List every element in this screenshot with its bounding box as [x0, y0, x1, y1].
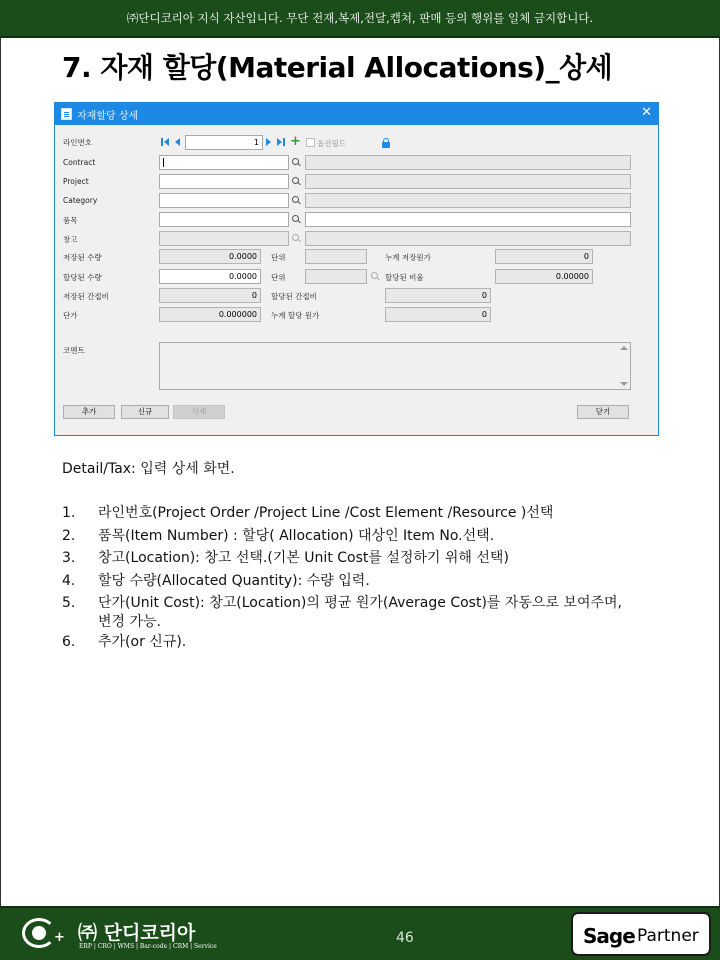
contract-input[interactable] — [159, 155, 289, 170]
project-label: Project — [63, 177, 89, 186]
window-title: 자재할당 상세 — [77, 111, 139, 122]
category-label: Category — [63, 196, 98, 205]
step-text: 할당 수량(Allocated Quantity): 수량 입력. — [98, 572, 370, 589]
project-input[interactable] — [159, 174, 289, 189]
unit-cost-value[interactable]: 0.000000 — [159, 307, 261, 322]
list-item — [62, 502, 692, 525]
comment-textarea[interactable] — [159, 342, 631, 390]
window-titlebar — [55, 103, 658, 125]
category-lookup-icon[interactable] — [291, 195, 301, 206]
material-allocation-detail-window — [54, 102, 659, 436]
optional-fields-checkbox[interactable] — [306, 138, 315, 147]
project-description — [305, 174, 631, 189]
stocked-qty-label: 저장된 수량 — [63, 253, 102, 262]
allocated-qty-label: 할당된 수량 — [63, 273, 102, 282]
item-lookup-icon[interactable] — [291, 214, 301, 225]
step-text: 품목(Item Number) : 할당( Allocation) 대상인 Item No.선택. — [98, 527, 495, 544]
location-input[interactable] — [159, 231, 289, 246]
sage-partner-badge — [571, 912, 711, 956]
project-lookup-icon[interactable] — [291, 176, 301, 187]
step-text-continuation: 변경 가능. — [98, 613, 161, 630]
step-text: 추가(or 신규). — [98, 633, 187, 650]
step-number: 3. — [62, 550, 76, 566]
last-record-icon[interactable] — [277, 137, 286, 147]
optional-fields-label: 옵션필드 — [317, 139, 346, 148]
step-text: 라인번호(Project Order /Project Line /Cost Element /Resource )선택 — [98, 505, 554, 521]
window-body — [55, 125, 658, 435]
company-tagline: ERP | CRO | WMS | Bar-code | CRM | Service — [79, 943, 217, 950]
unit-lookup-icon[interactable] — [370, 271, 380, 282]
step-number: 2. — [62, 527, 76, 544]
step-text: 단가(Unit Cost): 창고(Location)의 평균 원가(Average Cost)를 자동으로 보여주며, — [98, 595, 622, 611]
line-no-input[interactable]: 1 — [185, 135, 263, 150]
location-label: 창고 — [63, 235, 78, 244]
cumulative-allocated-cost-label: 누계 할당 원가 — [271, 311, 320, 320]
location-description — [305, 231, 631, 246]
step-number: 4. — [62, 572, 76, 589]
contract-lookup-icon[interactable] — [291, 157, 301, 168]
add-button[interactable]: 추가 — [63, 405, 115, 419]
add-line-icon[interactable]: + — [290, 134, 301, 149]
slide-title: 7. 자재 할당(Material Allocations)_상세 — [62, 51, 613, 84]
step-text: 창고(Location): 창고 선택.(기본 Unit Cost를 설정하기 위해 선택) — [98, 550, 509, 566]
next-record-icon[interactable] — [264, 137, 273, 147]
category-input[interactable] — [159, 193, 289, 208]
allocated-ratio-value: 0.00000 — [495, 269, 593, 284]
list-item — [62, 631, 692, 654]
first-record-icon[interactable] — [161, 137, 170, 147]
comment-label: 코멘트 — [63, 346, 85, 355]
new-button[interactable]: 신규 — [121, 405, 169, 419]
footer-bar — [0, 906, 720, 960]
close-button[interactable]: 닫기 — [577, 405, 629, 419]
stocked-unit-label: 단위 — [271, 253, 286, 262]
item-label: 품목 — [63, 216, 78, 225]
stocked-overhead-value: 0 — [159, 288, 261, 303]
delete-button[interactable]: 삭제 — [173, 405, 225, 419]
sage-logo: Sage — [583, 924, 635, 948]
list-item — [62, 570, 692, 593]
step-number: 5. — [62, 595, 76, 611]
top-notice-bar — [0, 0, 720, 38]
cumulative-allocated-cost-value: 0 — [385, 307, 491, 322]
previous-record-icon[interactable] — [173, 137, 182, 147]
description-intro: Detail/Tax: 입력 상세 화면. — [62, 461, 235, 477]
scroll-down-icon[interactable] — [620, 382, 628, 386]
list-item — [62, 592, 692, 631]
document-icon — [61, 108, 72, 120]
stocked-qty-value: 0.0000 — [159, 249, 261, 264]
stocked-unit-value — [305, 249, 367, 264]
allocated-unit-label: 단위 — [271, 273, 286, 282]
lock-icon[interactable] — [382, 138, 390, 148]
company-name: ㈜ 단디코리아 — [78, 922, 196, 944]
cumulative-stocked-cost-label: 누계 저장원가 — [385, 253, 431, 262]
window-close-button[interactable]: ✕ — [641, 105, 652, 120]
copyright-notice: ㈜단디코리아 지식 자산입니다. 무단 전재,복제,전달,캡쳐, 판매 등의 행위를 일체 금지합니다. — [126, 11, 594, 25]
allocated-overhead-label: 할당된 간접비 — [271, 292, 317, 301]
allocated-overhead-value: 0 — [385, 288, 491, 303]
contract-description — [305, 155, 631, 170]
line-no-label: 라인번호 — [63, 138, 92, 147]
list-item — [62, 547, 692, 570]
page-number: 46 — [396, 930, 414, 946]
step-number: 1. — [62, 505, 76, 521]
list-item — [62, 525, 692, 548]
partner-label: Partner — [637, 926, 699, 946]
allocated-ratio-label: 할당된 비율 — [385, 273, 424, 282]
category-description — [305, 193, 631, 208]
cumulative-stocked-cost-value: 0 — [495, 249, 593, 264]
contract-label: Contract — [63, 158, 96, 167]
unit-cost-label: 단가 — [63, 311, 78, 320]
stocked-overhead-label: 저장된 간접비 — [63, 292, 109, 301]
location-lookup-icon[interactable] — [291, 233, 301, 244]
item-description — [305, 212, 631, 227]
allocated-qty-input[interactable]: 0.0000 — [159, 269, 261, 284]
company-logo-icon: + — [20, 916, 66, 952]
comment-scrollbar[interactable] — [619, 346, 628, 386]
item-input[interactable] — [159, 212, 289, 227]
allocated-unit-value — [305, 269, 367, 284]
scroll-up-icon[interactable] — [620, 346, 628, 350]
step-list — [62, 502, 692, 653]
step-number: 6. — [62, 633, 76, 650]
